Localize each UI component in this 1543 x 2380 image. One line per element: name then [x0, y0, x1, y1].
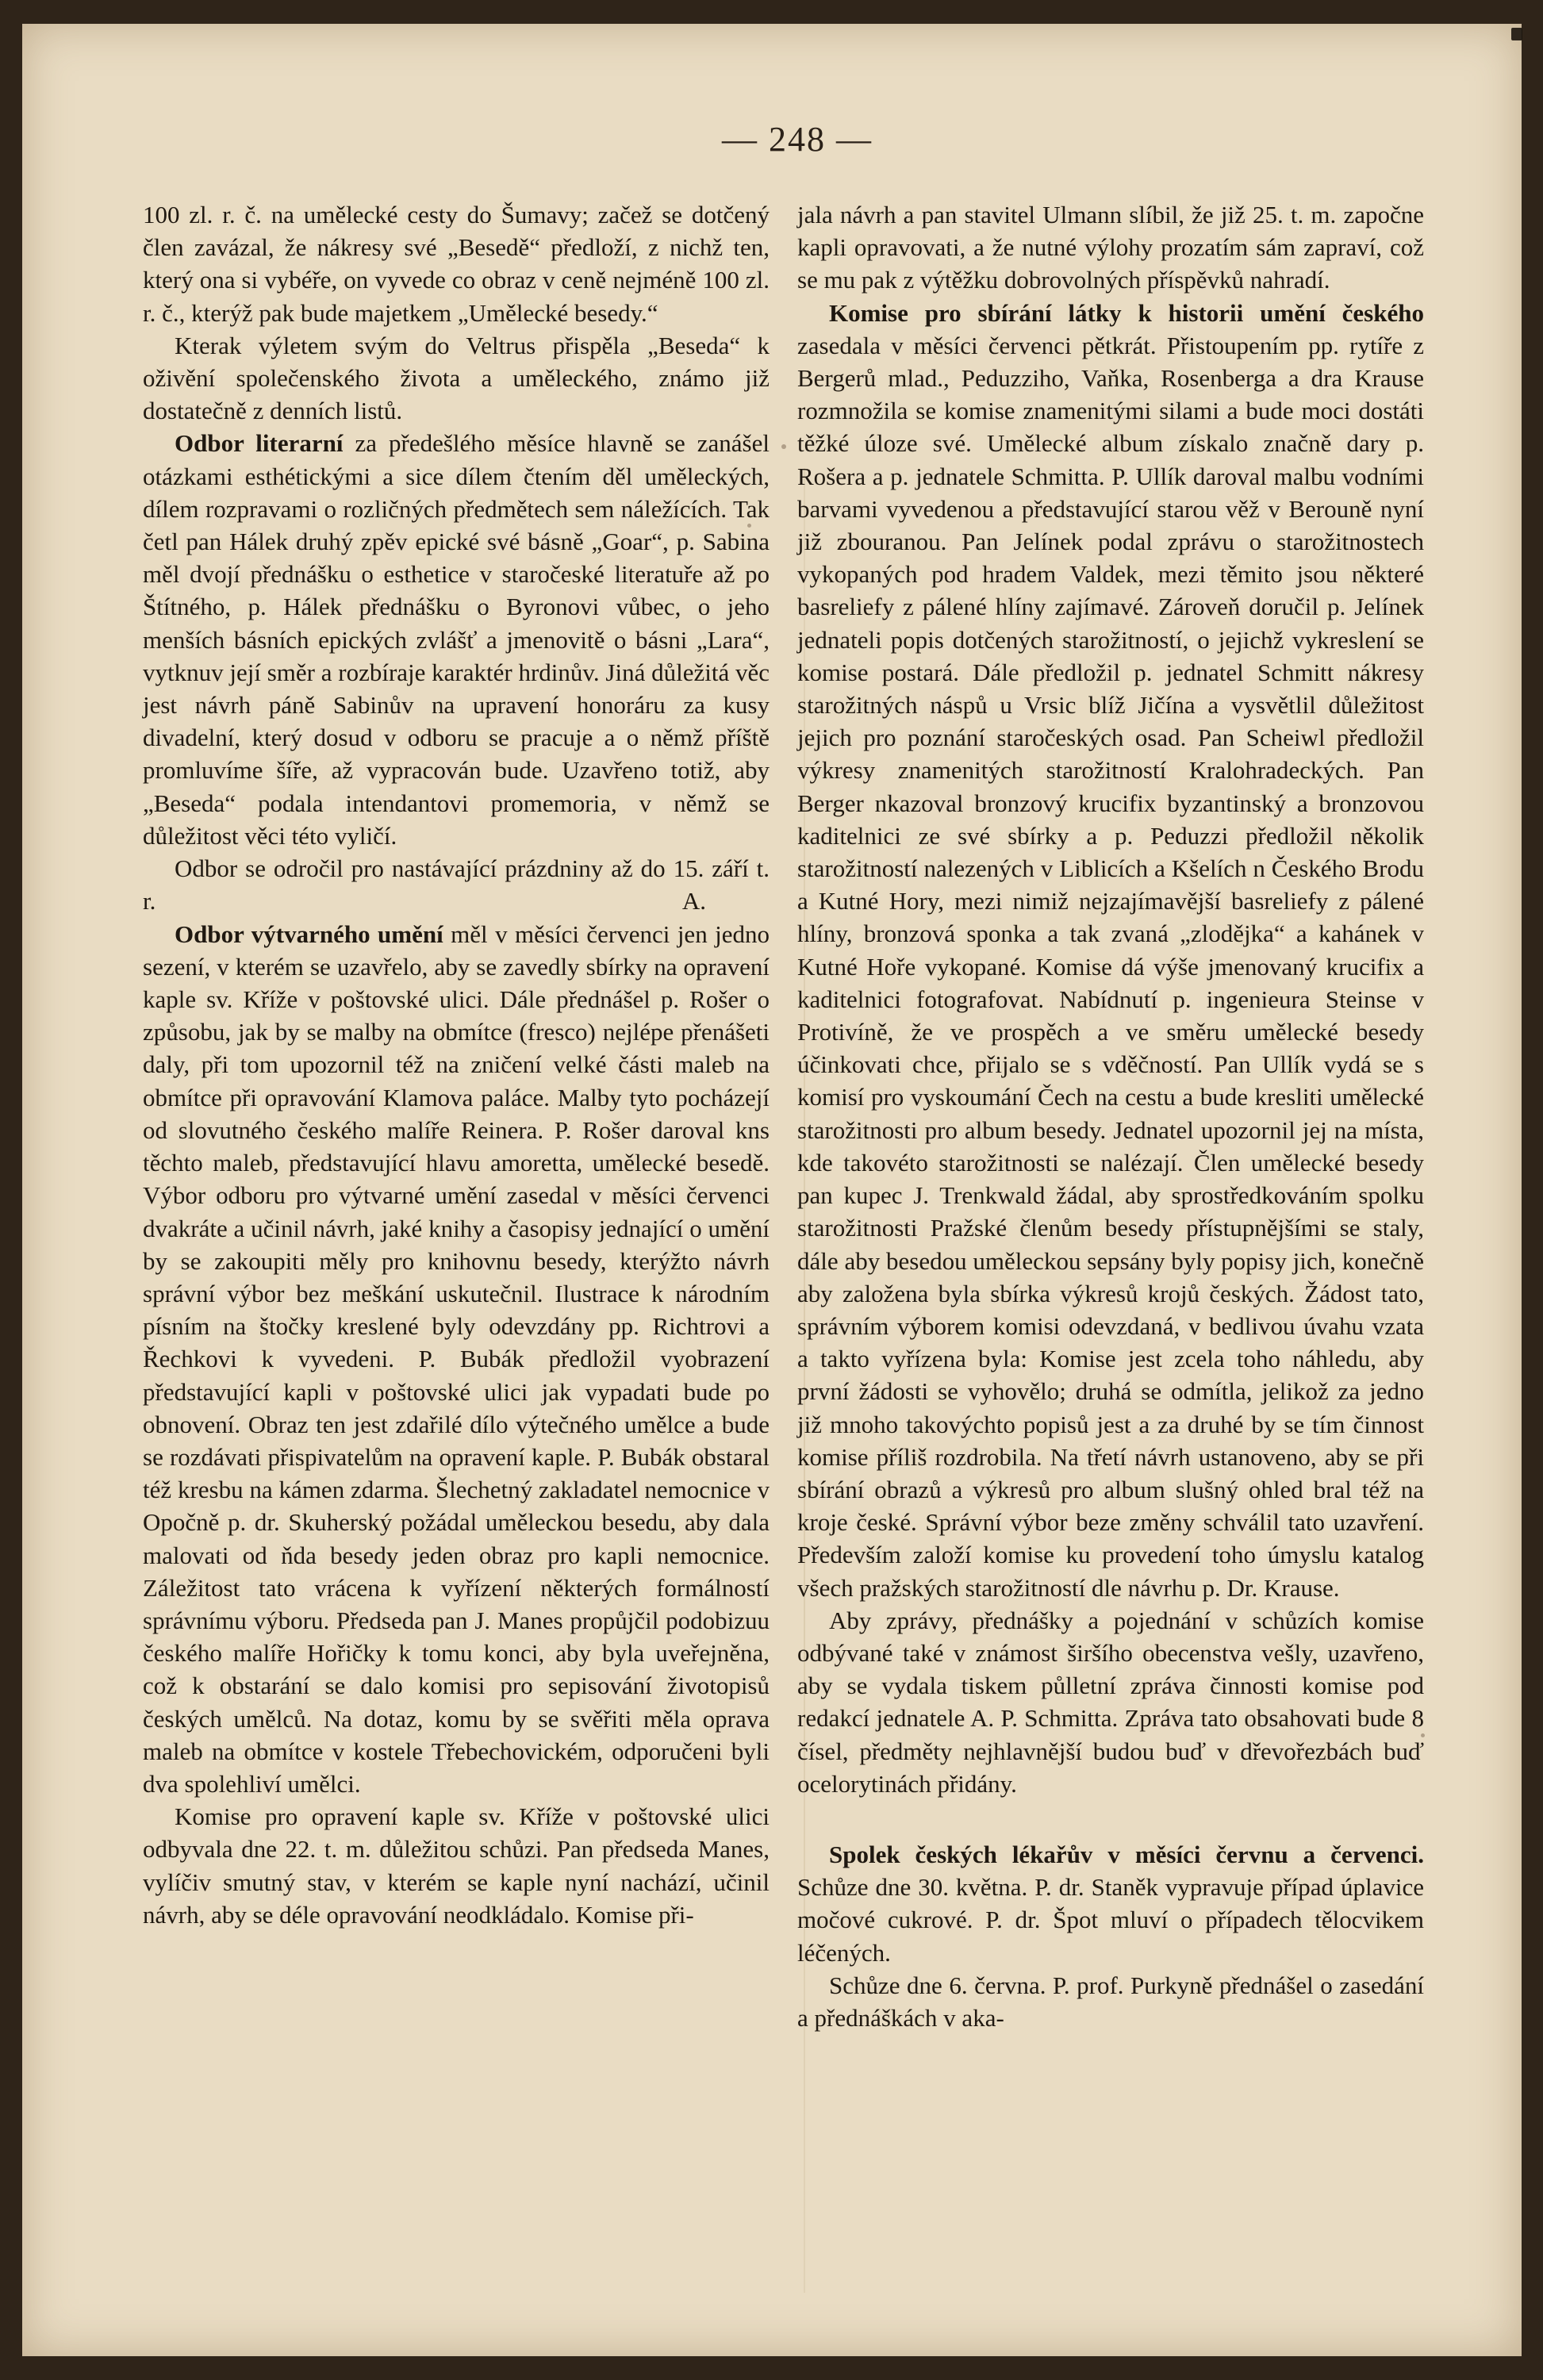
paragraph-1: 100 zl. r. č. na umělecké cesty do Šumavy; začež se dotčený člen zavázal, že nákresy své „Besedě“ předloží, z nichž ten, který ona si vybéře, on vyvede co obraz v ceně nejméně 100 zl. r. č., kterýž pak bude majetkem „Umělecké besedy.“	[143, 201, 770, 327]
paragraph-continuation: jala návrh a pan stavitel Ulmann slíbil, že již 25. t. m. započne kapli opravovati, a že nutné výlohy prozatím sám zapraví, což se mu pak z výtěžku dobrovolných příspěvků nahradí.	[797, 201, 1424, 294]
paper-speck	[781, 444, 786, 449]
corner-mark	[1511, 28, 1522, 40]
right-column	[797, 198, 1424, 2034]
section-heading-spolek-lekaru: Spolek českých lékařův v měsíci červnu a červenci.	[829, 1840, 1424, 1868]
left-column	[143, 198, 770, 1931]
paragraph-odbor-vytvarny: Odbor výtvarného umění měl v měsíci červenci jen jedno sezení, v kterém se uzavřelo, aby se zavedly sbírky na opravení kaple sv. Kříže v poštovské ulici. Dále přednášel p. Rošer o způsobu, jak by se malby na obmítce (fresco) nejlépe přenášeti daly, při tom upozornil též na zničení velké části maleb na obmítce při opravování Klamova paláce. Malby tyto pocházejí od slovutného českého malíře Reinera. P. Rošer daroval kns těchto maleb, představující hlavu amoretta, umělecké besedě. Výbor odboru pro výtvarné umění zasedal v měsíci červenci dvakráte a učinil návrh, jaké knihy a časopisy jednající o umění by se zakoupiti měly pro knihovnu besedy, kterýžto návrh správní výbor bez meškání uskutečnil. Ilustrace k národním písním na štočky kreslené byly odevzdány pp. Richtrovi a Řechkovi k vyvedeni. P. Bubák předložil vyobrazení představující kapli v poštovské ulici jak vypadati bude po obnovení. Obraz ten jest zdařilé dílo výtečného umělce a bude se rozdávati přispivatelům na opravení kaple. P. Bubák obstaral též kresbu na kámen zdarma. Šlechetný zakladatel nemocnice v Opočně p. dr. Skuherský požádal uměleckou besedu, aby dala malovati od ňda besedy jeden obraz pro kapli nemocnice. Záležitost tato vrácena k vyřízení některých formálností správnímu výboru. Předseda pan J. Manes propůjčil podobizuu českého malíře Hořičky k tomu konci, aby byla uveřejněna, což k obstarání se dalo komisi pro sepisování životopisů českých umělců. Na dotaz, komu by se svěřiti měla oprava maleb na obmítce v kostele Třebechovickém, odporučeni byli dva spolehliví umělci.	[143, 919, 770, 1798]
paragraph-komise-historie: Komise pro sbírání látky k historii umění českého zasedala v měsíci červenci pětkrát. Přistoupením pp. rytíře z Bergerů mlad., Peduzziho, Vaňka, Rosenberga a dra Krause rozmnožila se komise znamenitými silami a bude moci dostáti těžké úloze své. Umělecké album získalo značně dary p. Rošera a p. jednatele Schmitta. P. Ullík daroval malbu vodními barvami vyvedenou a představující starou věž v Berouně nyní již zbouranou. Pan Jelínek podal zprávu o starožitnostech vykopaných pod hradem Valdek, mezi těmito jsou některé basreliefy z pálené hlíny zajímavé. Zároveň doručil p. Jelínek jednateli popis dotčených starožitností, o jejichž vykreslení se komise postará. Dále předložil p. jednatel Schmitt nákresy starožitných náspů u Vrsic blíž Jičína a vysvětlil důležitost jejich pro poznání staročeských osad. Pan Scheiwl předložil výkresy znamenitých starožitností Kralohradeckých. Pan Berger nkazoval bronzový krucifix byzantinský a bronzovou kaditelnici ze své sbírky a p. Peduzzi předložil několik starožitností nalezených v Liblicích a Kšelích n Českého Brodu a Kutné Hory, mezi nimiž nejzajímavější basreliefy z pálené hlíny, bronzová sponka a tak zvaná „zlodějka“ a kahánek v Kutné Hoře vykopané. Komise dá výše jmenovaný krucifix a kaditelnici fotografovat. Nabídnutí p. ingenieura Steinse v Protivíně, že ve prospěch a ve směru umělecké besedy účinkovati chce, přijalo se s vděčností. Pan Ullík vydá se s komisí pro vyskoumání Čech na cestu a bude kresliti umělecké starožitnosti pro album besedy. Jednatel upozornil jej na místa, kde takovéto starožitnosti se nalézají. Člen umělecké besedy pan kupec J. Trenkwald žádal, aby sprostředkováním spolku starožitnosti Pražské členům besedy přístupnějšími se staly, dále aby besedou uměleckou sepsány byly popisy jich, konečně aby založena byla sbírka výkresů krojů českých. Žádost tato, správním výborem komisi odevzdaná, v bedlivou úvahu vzata a takto vyřízena byla: Komise jest zcela toho náhledu, aby první žádosti se vyhovělo; druhá se odmítla, jelikož za jedno již mnoho takovýchto popisů jest a za druhé by se tím činnost komise příliš rozdrobila. Na třetí návrh ustanoveno, aby se při sbírání obrazů a výkresů pro album slušný ohled bral též na kroje české. Správní výbor beze změny schválil tato uzavření. Především založí komise ku provedení toho úmyslu katalog všech pražských starožitností dle návrhu p. Dr. Krause.	[797, 298, 1424, 1602]
page-number: — 248 —	[722, 120, 873, 159]
section-heading-vytvarny: Odbor výtvarného umění	[175, 919, 443, 948]
paragraph-komise-kaple: Komise pro opravení kaple sv. Kříže v poštovské ulici odbyvala dne 22. t. m. důležitou schůzi. Pan předseda Manes, vylíčiv smutný stav, v kterém se kaple nyní nachází, učinil návrh, aby se déle opravování neodkládalo. Komise při-	[143, 1802, 770, 1929]
paper-speck	[747, 524, 751, 528]
paragraph-odbor-literarni: Odbor literarní za předešlého měsíce hlavně se zanášel otázkami esthétickými a sice dílem čtením děl uměleckých, dílem rozpravami o rozličných předmětech sem náležících. Tak četl pan Hálek druhý zpěv epické své básně „Goar“, p. Sabina měl dvojí přednášku o esthetice v staročeské literatuře až po Štítného, p. Hálek přednášku o Byronovi vůbec, o jeho menších básních epických zvlášť a jmenovitě o básni „Lara“, vytknuv její směr a rozbíraje karaktér hrdinův. Jiná důležitá věc jest návrh páně Sabinův na upravení honoráru za kusy divadelní, který dosud v odboru se pracuje a o němž příště promluvíme šíře, až vypracován bude. Uzavřeno totiž, aby „Beseda“ podala intendantovi promemoria, v němž se důležitost věci této vyličí.	[143, 429, 770, 850]
section-heading-komise-historie: Komise pro sbírání látky k historii umění českého	[829, 298, 1424, 327]
section-heading-literarni: Odbor literarní	[175, 429, 344, 458]
paragraph-zpravy: Aby zprávy, přednášky a pojednání v schůzích komise odbývané také v známost širšího obecenstva vešly, uzavřeno, aby se vydala tiskem půlletní zpráva činnosti komise pod redakcí jednatele A. P. Schmitta. Zpráva tato obsahovati bude 8 čísel, předměty nejhlavnější budou buď v dřevořezbách buď ocelorytinách přidány.	[797, 1606, 1424, 1798]
paper-speck	[1421, 1733, 1425, 1737]
paragraph-odroceni: Odbor se odročil pro nastávající prázdniny až do 15. září t. r.	[143, 854, 770, 916]
author-initial: A.	[681, 887, 706, 916]
paragraph-2: Kterak výletem svým do Veltrus přispěla „Beseda“ k oživění společenského života a uměleckého, známo již dostatečně z denních listů.	[143, 331, 770, 425]
paragraph-schuze-cervna: Schůze dne 6. června. P. prof. Purkyně přednášel o zasedání a přednáškách v aka-	[797, 1971, 1424, 2032]
paragraph-spolek-lekaru: Spolek českých lékařův v měsíci červnu a červenci. Schůze dne 30. května. P. dr. Staněk vypravuje případ úplavice močové cukrové. P. dr. Špot mluví o případech tělocvikem léčených.	[797, 1840, 1424, 1967]
